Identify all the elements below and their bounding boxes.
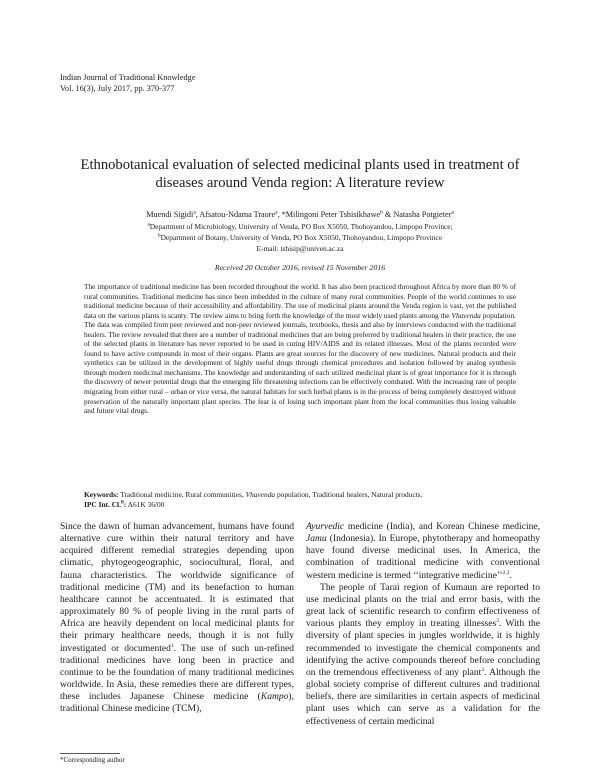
affil-b-mark: b <box>157 232 161 239</box>
italic-term: Jamu <box>306 533 327 545</box>
keywords-text-1: Traditional medicine, Rural communities, <box>118 490 246 499</box>
ipc-sup: 8 <box>120 499 124 506</box>
affil-a-text: Department of Microbiology, University of Venda, PO Box X5050, Thohoyandou, Limpopo Province; <box>149 222 453 231</box>
footnote-divider <box>60 753 120 754</box>
keywords <box>84 490 524 500</box>
author-3: *Milingoni Peter Tshisikhawe <box>281 210 381 219</box>
author-1-affil-mark: a <box>193 209 196 216</box>
affil-b-text: Department of Botany, University of Venda, PO Box X5050, Thohoyandou, Limpopo Province <box>160 233 443 242</box>
body-text: . With the diversity of plant species in jungles worldwide, it is highly recommended to investigate the chemical components and identifying the active compounds thereof before concluding on the tremendous effectiveness of any plant <box>306 618 540 678</box>
abstract-italic-term: Vhavenda <box>451 310 481 320</box>
affil-a-mark: a <box>147 221 150 228</box>
body-column-left <box>60 521 294 716</box>
author-3-affil-mark: b <box>380 209 383 216</box>
contact-email: E-mail: tshisip@univen.ac.za <box>256 244 344 253</box>
received-dates: Received 20 October 2016, revised 15 November 2016 <box>214 263 386 272</box>
title-line-2: diseases around Venda region: A literature review <box>155 175 445 191</box>
abstract-text-2: population. The data was compiled from peer reviewed and non-peer reviewed journals, textbooks, thesis and also by interviews conducted with the traditional healers. The review revealed that there are a number of traditional medicines that are being preferred by traditional healers in their practice, the use of the selected plants in literature has never reported to be used in curing HIV/AIDS and its related illnesses. Most of the plants recorded were found to have active compounds in most of their organs. Plants are great sources for the discovery of new medicines. Natural products and their synthetics can be utilized in the development of highly useful drugs through chemical procedures and isolation followed by analog synthesis through modern medicinal mechanisms. The knowledge and understanding of each utilized medicinal plant is of great importance for it is through the discovery of newer potential drugs that the emerging life threatening infections can be effectively combated. With the increasing rate of people migrating from either rural – urban or vice versa, the natural habitats for such herbal plants is in the process of being completely destroyed without preservation of the naturally important plant species. The fear is of losing such important plant from the local communities thus losing valuable and future vital drugs. <box>84 310 516 416</box>
affiliation-b <box>60 233 540 244</box>
author-4: Natasha Potgieter <box>393 210 452 219</box>
body-text: . Although the global society comprise of different cultures and traditional beliefs, there are similarities in certain aspects of medicinal plant uses which can serve as a validation for the effectiveness of certain medicinal <box>306 666 540 727</box>
ipc-classification <box>84 500 164 510</box>
body-text: The people of Tarai region of Kumaun are reported to use medicinal plants on the trial and error basis, with the great lack of scientific research to confirm effectiveness of various plants they employ in treating illnesses <box>306 581 540 630</box>
italic-term: Ayurvedic <box>306 521 345 532</box>
author-separator: , <box>195 210 200 219</box>
body-text: (Indonesia). In Europe, phytotherapy and homeopathy have found diverse medicinal uses. In America, the combination of traditional medicine with conventional western medicine is termed ‘‘integrative medicine’’ <box>306 533 540 581</box>
ipc-colon: : <box>123 500 127 509</box>
author-list <box>60 210 540 221</box>
ipc-label: IPC Int. Cl. <box>84 500 121 509</box>
journal-citation: Vol. 16(3), July 2017, pp. 370-377 <box>60 84 175 93</box>
ipc-value: A61K 36/00 <box>126 500 165 509</box>
author-1: Muendi Sigidi <box>146 210 194 219</box>
body-text: . <box>509 569 512 581</box>
body-column-right <box>306 521 540 728</box>
footnote: *Corresponding author <box>60 756 125 764</box>
journal-name: Indian Journal of Traditional Knowledge <box>60 73 196 82</box>
body-text: . The use of such un-refined traditional medicines have long been in practice and continue to be the foundation of many traditional medicines worldwide. In Asia, these remedies there are different types, these includes Japanese Chinese medicine ( <box>60 642 294 703</box>
italic-term: Kampo <box>260 691 289 703</box>
author-2: Afsatou-Ndama Traore <box>199 210 276 219</box>
citation-ref: 2,3 <box>502 569 510 576</box>
author-2-affil-mark: a <box>275 209 278 216</box>
keywords-italic-term: Vhavenda <box>245 490 276 499</box>
citation-ref: 3 <box>496 618 499 625</box>
body-text: medicine (India), and Korean Chinese medicine, <box>344 521 540 532</box>
affiliation-a <box>60 222 540 233</box>
body-paragraph <box>60 521 294 716</box>
citation-ref: 1 <box>170 642 174 649</box>
keywords-text-2: population, Traditional healers, Natural products. <box>275 490 423 499</box>
body-text: ), traditional Chinese medicine (TCM), <box>60 691 294 715</box>
author-conjunction: & <box>382 210 394 219</box>
paper-title <box>70 156 530 192</box>
author-4-affil-mark: a <box>451 209 454 216</box>
body-text: Since the dawn of human advancement, humans have found alternative cure within their natural territory and have acquired different remedial strategies depending upon climatic, phytogeogeographic, sociocultural, floral, and fauna characteristics. The worldwide significance of traditional medicine (TM) and its benefaction to human healthcare cannot be accentuated. It is estimated that approximately 80 % of people living in the rural parts of Africa are heavily dependent on local medicinal plants for their primary healthcare needs, though it is not fully investigated or documented <box>60 521 294 654</box>
body-paragraph <box>306 582 540 728</box>
body-paragraph <box>306 521 540 582</box>
title-line-1: Ethnobotanical evaluation of selected medicinal plants used in treatment of <box>80 157 520 173</box>
abstract-text-1: The importance of traditional medicine has been recorded throughout the world. It has also been practiced throughout Africa by more than 80 % of rural communities. Traditional medicine has since been imbedded in the culture of many rural communities. People of the world continues to use traditional medicine because of their accessibility and affordability. The use of medicinal plants around the Venda region is vast, yet the published data on the various plants is scanty. The review aims to bring forth the knowledge of the most widely used plants among the <box>84 282 516 320</box>
keywords-label: Keywords: <box>84 490 119 499</box>
journal-header <box>60 72 196 94</box>
abstract <box>84 282 516 416</box>
author-separator: , <box>277 210 282 219</box>
citation-ref: 3 <box>481 666 485 673</box>
